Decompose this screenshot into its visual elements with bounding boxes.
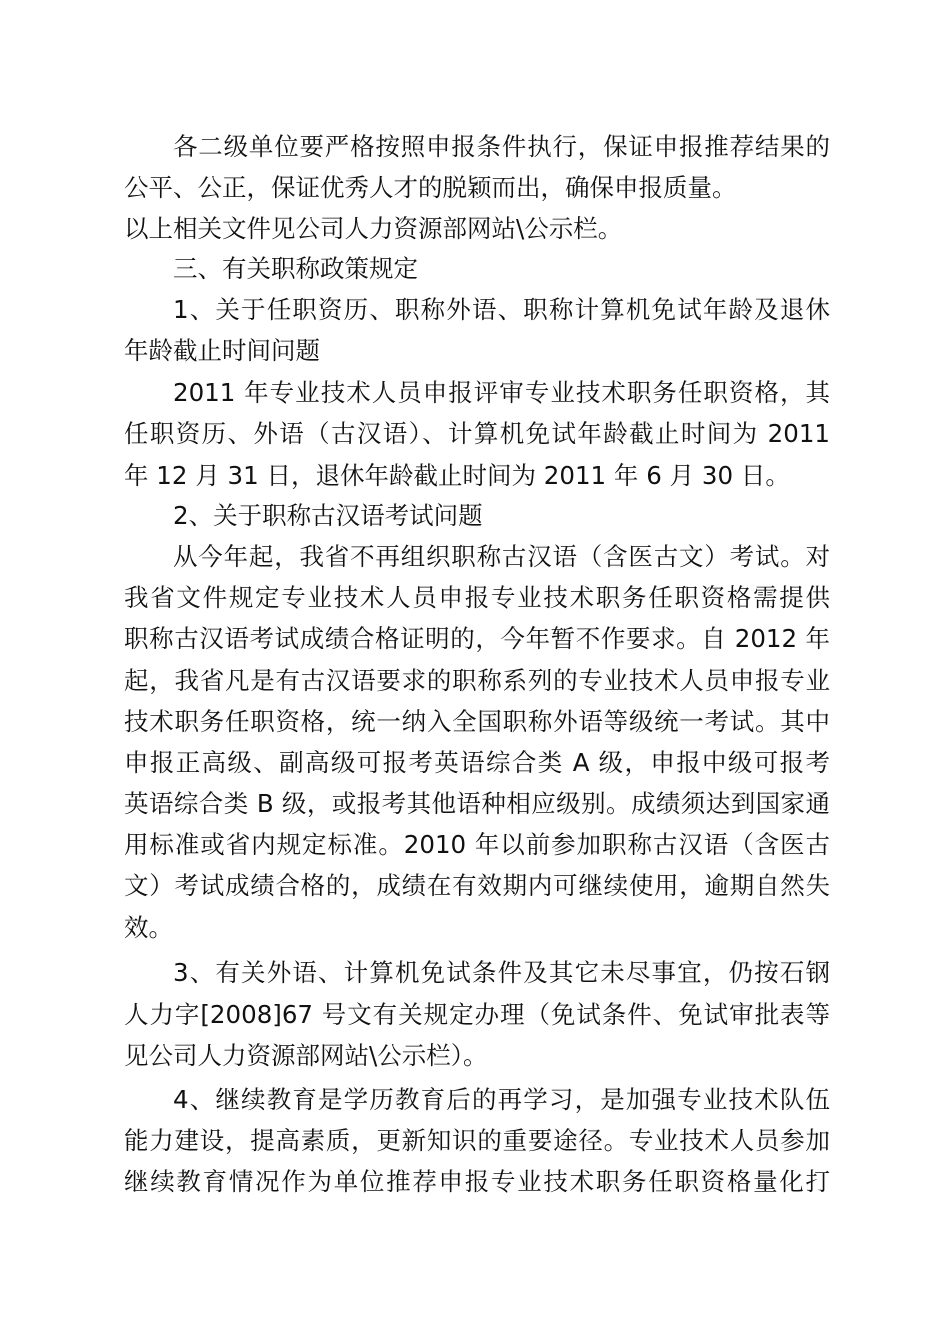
text-line: 我省文件规定专业技术人员申报专业技术职务任职资格需提供 <box>124 583 830 612</box>
text-line: 职称古汉语考试成绩合格证明的，今年暂不作要求。自 2012 年 <box>124 624 830 653</box>
text-line: 用标准或省内规定标准。2010 年以前参加职称古汉语（含医古 <box>124 830 830 859</box>
text-line: 以上相关文件见公司人力资源部网站\公示栏。 <box>124 214 623 243</box>
text-line: 文）考试成绩合格的，成绩在有效期内可继续使用，逾期自然失 <box>124 871 830 900</box>
text-line: 2011 年专业技术人员申报评审专业技术职务任职资格，其 <box>173 378 830 407</box>
text-line: 人力字[2008]67 号文有关规定办理（免试条件、免试审批表等 <box>124 1000 830 1029</box>
text-line: 各二级单位要严格按照申报条件执行，保证申报推荐结果的 <box>173 132 830 161</box>
text-line: 英语综合类 B 级，或报考其他语种相应级别。成绩须达到国家通 <box>124 789 830 818</box>
text-line: 起，我省凡是有古汉语要求的职称系列的专业技术人员申报专业 <box>124 666 830 695</box>
text-line: 申报正高级、副高级可报考英语综合类 A 级，申报中级可报考 <box>124 748 830 777</box>
text-line: 能力建设，提高素质，更新知识的重要途径。专业技术人员参加 <box>124 1126 830 1155</box>
text-line: 年 12 月 31 日，退休年龄截止时间为 2011 年 6 月 30 日。 <box>124 461 790 490</box>
item-heading: 1、关于任职资历、职称外语、职称计算机免试年龄及退休 <box>173 295 830 324</box>
section-heading: 三、有关职称政策规定 <box>173 254 418 283</box>
text-line: 3、有关外语、计算机免试条件及其它未尽事宜，仍按石钢 <box>173 958 830 987</box>
text-line: 技术职务任职资格，统一纳入全国职称外语等级统一考试。其中 <box>124 707 830 736</box>
text-line: 4、继续教育是学历教育后的再学习，是加强专业技术队伍 <box>173 1085 830 1114</box>
text-line: 继续教育情况作为单位推荐申报专业技术职务任职资格量化打 <box>124 1167 830 1196</box>
item-heading: 2、关于职称古汉语考试问题 <box>173 501 483 530</box>
text-line: 任职资历、外语（古汉语）、计算机免试年龄截止时间为 2011 <box>124 419 830 448</box>
text-line: 从今年起，我省不再组织职称古汉语（含医古文）考试。对 <box>173 542 830 571</box>
text-line: 公平、公正，保证优秀人才的脱颖而出，确保申报质量。 <box>124 173 737 202</box>
text-line: 见公司人力资源部网站\公示栏）。 <box>124 1041 488 1070</box>
item-heading: 年龄截止时间问题 <box>124 336 320 365</box>
text-line: 效。 <box>124 913 173 942</box>
